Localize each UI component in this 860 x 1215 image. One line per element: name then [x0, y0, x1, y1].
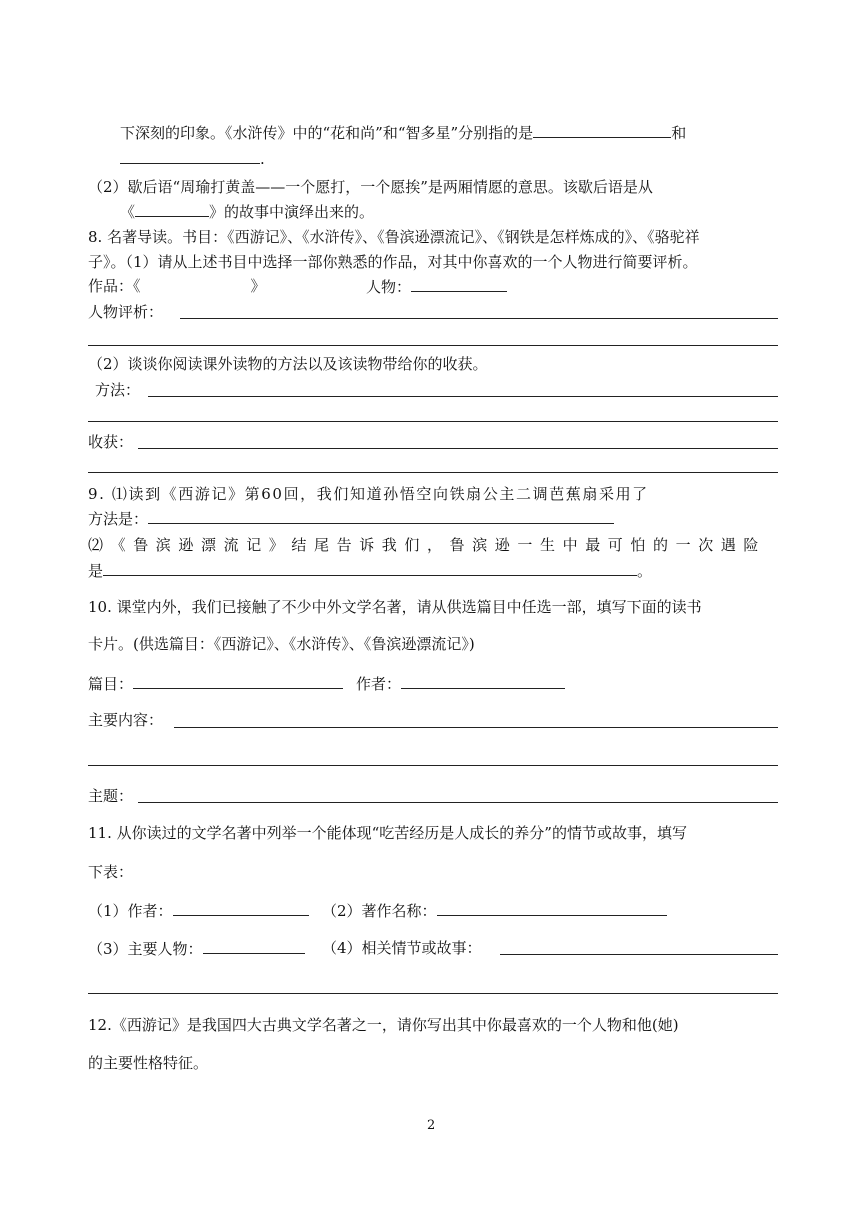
work-label: 作品：《 [88, 277, 141, 295]
answer-line[interactable] [138, 802, 778, 803]
text-line: 和 [671, 124, 687, 142]
answer-blank[interactable] [148, 508, 614, 524]
answer-blank[interactable] [401, 673, 565, 689]
text-line: 《 [120, 203, 136, 221]
question-11: 11. 从你读过的文学名著中列举一个能体现“吃苦经历是人成长的养分”的情节或故事，填写 [88, 824, 687, 842]
text-line: （2）歇后语“周瑜打黄盖——一个愿打，一个愿挨”是两厢情愿的意思。该歇后语是从 [88, 178, 653, 196]
text-line: 。 [637, 562, 653, 580]
answer-blank[interactable] [135, 201, 209, 217]
answer-line[interactable] [88, 472, 778, 473]
answer-blank[interactable] [133, 673, 343, 689]
answer-blank[interactable] [103, 560, 637, 576]
page-number: 2 [427, 1118, 436, 1133]
book-title-label: （2）著作名称： [322, 902, 437, 920]
gain-label: 收获： [88, 433, 134, 451]
answer-line[interactable] [88, 421, 778, 422]
question-9: 9. ⑴读到《西游记》第60回，我们知道孙悟空向铁扇公主二调芭蕉扇采用了 [88, 485, 649, 503]
text-line: 下深刻的印象。《水浒传》中的“花和尚”和“智多星”分别指的是 [120, 124, 534, 142]
answer-line[interactable] [88, 993, 778, 994]
answer-line[interactable] [138, 448, 778, 449]
text-line: 下表： [88, 863, 134, 881]
question-10: 10. 课堂内外，我们已接触了不少中外文学名著，请从供选篇目中任选一部，填写下面的读书 [88, 598, 702, 616]
answer-blank[interactable] [173, 900, 309, 916]
text-line: . [260, 150, 265, 168]
text-line: （2）谈谈你阅读课外读物的方法以及该读物带给你的收获。 [88, 355, 488, 373]
character-review-label: 人物评析： [88, 303, 164, 321]
question-8: 8. 名著导读。书目：《西游记》、《水浒传》、《鲁滨逊漂流记》、《钢铁是怎样炼成的》、《骆驼祥 [88, 228, 700, 246]
answer-blank[interactable] [203, 938, 305, 954]
main-character-label: （3）主要人物： [88, 940, 203, 958]
text-line: ⑵《鲁滨逊漂流记》结尾告诉我们，鲁滨逊一生中最可怕的一次遇险 [88, 536, 767, 554]
text-line: 是 [88, 562, 104, 580]
author-label: 作者： [356, 675, 402, 693]
plot-label: （4）相关情节或故事： [322, 939, 482, 957]
answer-blank[interactable] [120, 148, 260, 164]
character-label: 人物： [366, 278, 412, 296]
answer-line[interactable] [180, 318, 778, 319]
answer-blank[interactable] [533, 122, 671, 138]
main-content-label: 主要内容： [88, 711, 164, 729]
author-label: （1）作者： [88, 902, 173, 920]
answer-line[interactable] [148, 396, 778, 397]
theme-label: 主题： [88, 787, 134, 805]
text-line: 》的故事中演绎出来的。 [209, 203, 375, 221]
method-label: 方法： [95, 381, 141, 399]
text-line: 的主要性格特征。 [88, 1054, 209, 1072]
answer-blank[interactable] [437, 900, 667, 916]
text-line: 》 [250, 277, 266, 295]
text-line: 卡片。(供选篇目：《西游记》、《水浒传》、《鲁滨逊漂流记》) [88, 635, 475, 653]
answer-blank[interactable] [411, 276, 507, 292]
text-line: 方法是： [88, 510, 149, 528]
answer-line[interactable] [174, 727, 778, 728]
title-label: 篇目： [88, 675, 134, 693]
answer-line[interactable] [500, 954, 778, 955]
question-12: 12.《西游记》是我国四大古典文学名著之一，请你写出其中你最喜欢的一个人物和他(她) [88, 1016, 679, 1034]
text-line: 子》。（1）请从上述书目中选择一部你熟悉的作品，对其中你喜欢的一个人物进行简要评析。 [88, 253, 698, 271]
answer-line[interactable] [88, 765, 778, 766]
answer-line[interactable] [88, 345, 778, 346]
